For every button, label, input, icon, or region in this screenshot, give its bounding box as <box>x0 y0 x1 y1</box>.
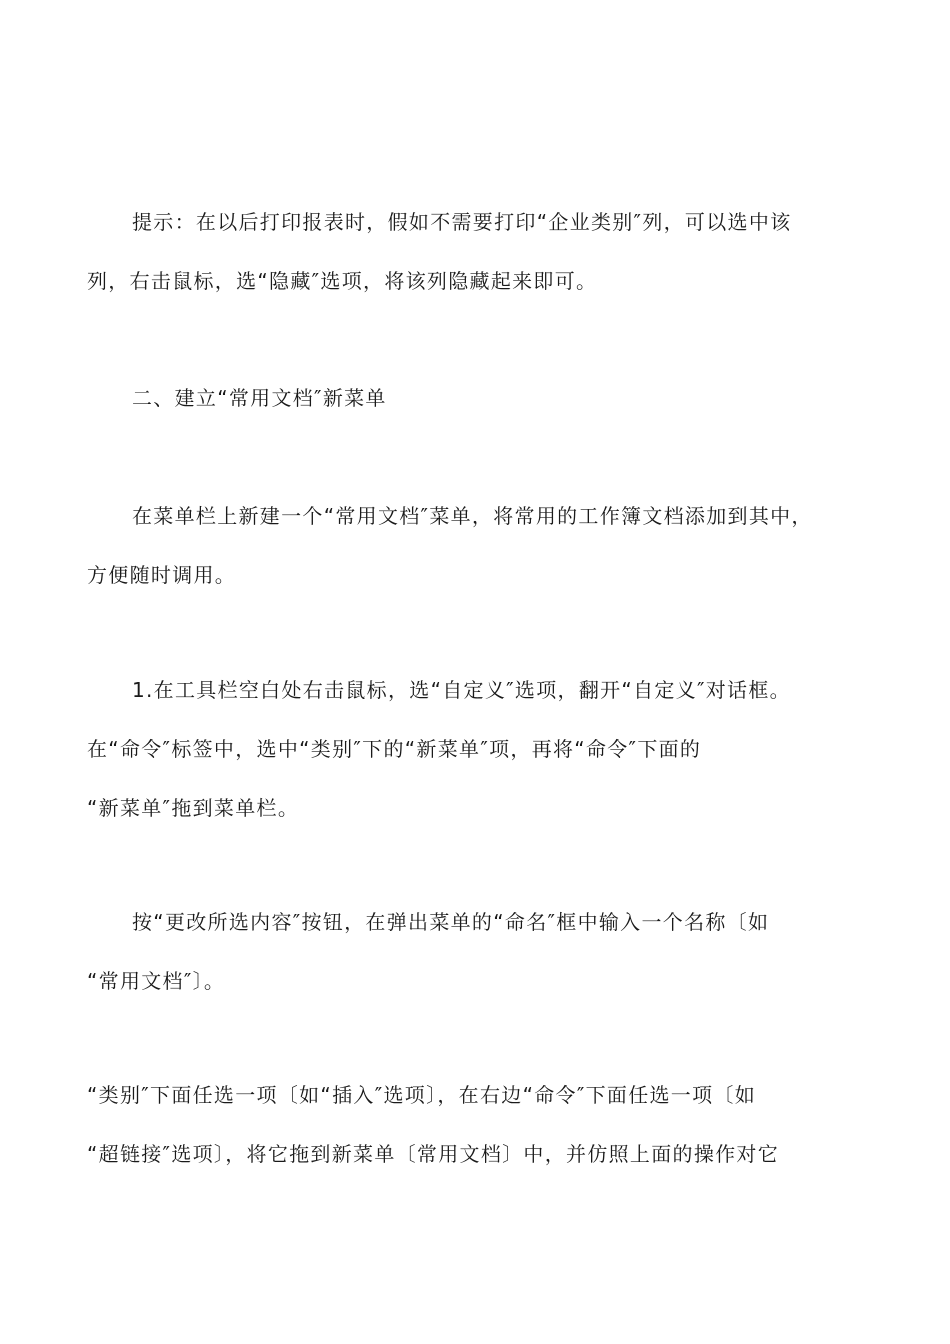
rename-line-1: 按“更改所选内容″按钮，在弹出菜单的“命名″框中输入一个名称〔如 <box>132 910 770 934</box>
tip-line-1: 提示：在以后打印报表时，假如不需要打印“企业类别″列，可以选中该 <box>132 210 792 234</box>
tip-line-2: 列，右击鼠标，选“隐藏″选项，将该列隐藏起来即可。 <box>87 269 598 293</box>
step-1-line-3: “新菜单″拖到菜单栏。 <box>87 796 300 820</box>
step-1-line-2: 在“命令″标签中，选中“类别″下的“新菜单″项，再将“命令″下面的 <box>87 737 702 761</box>
category-line-2: “超链接″选项〕，将它拖到新菜单〔常用文档〕中，并仿照上面的操作对它 <box>87 1142 780 1166</box>
rename-line-2: “常用文档″〕。 <box>87 969 226 993</box>
category-line-1: “类别″下面任选一项〔如“插入″选项〕，在右边“命令″下面任选一项〔如 <box>87 1083 756 1107</box>
section-heading: 二、建立“常用文档″新菜单 <box>132 386 387 410</box>
step-1-line-1: 1.在工具栏空白处右击鼠标，选“自定义″选项，翻开“自定义″对话框。 <box>132 678 791 702</box>
intro-line-1: 在菜单栏上新建一个“常用文档″菜单，将常用的工作簿文档添加到其中， <box>132 504 813 528</box>
intro-line-2: 方便随时调用。 <box>87 563 237 587</box>
